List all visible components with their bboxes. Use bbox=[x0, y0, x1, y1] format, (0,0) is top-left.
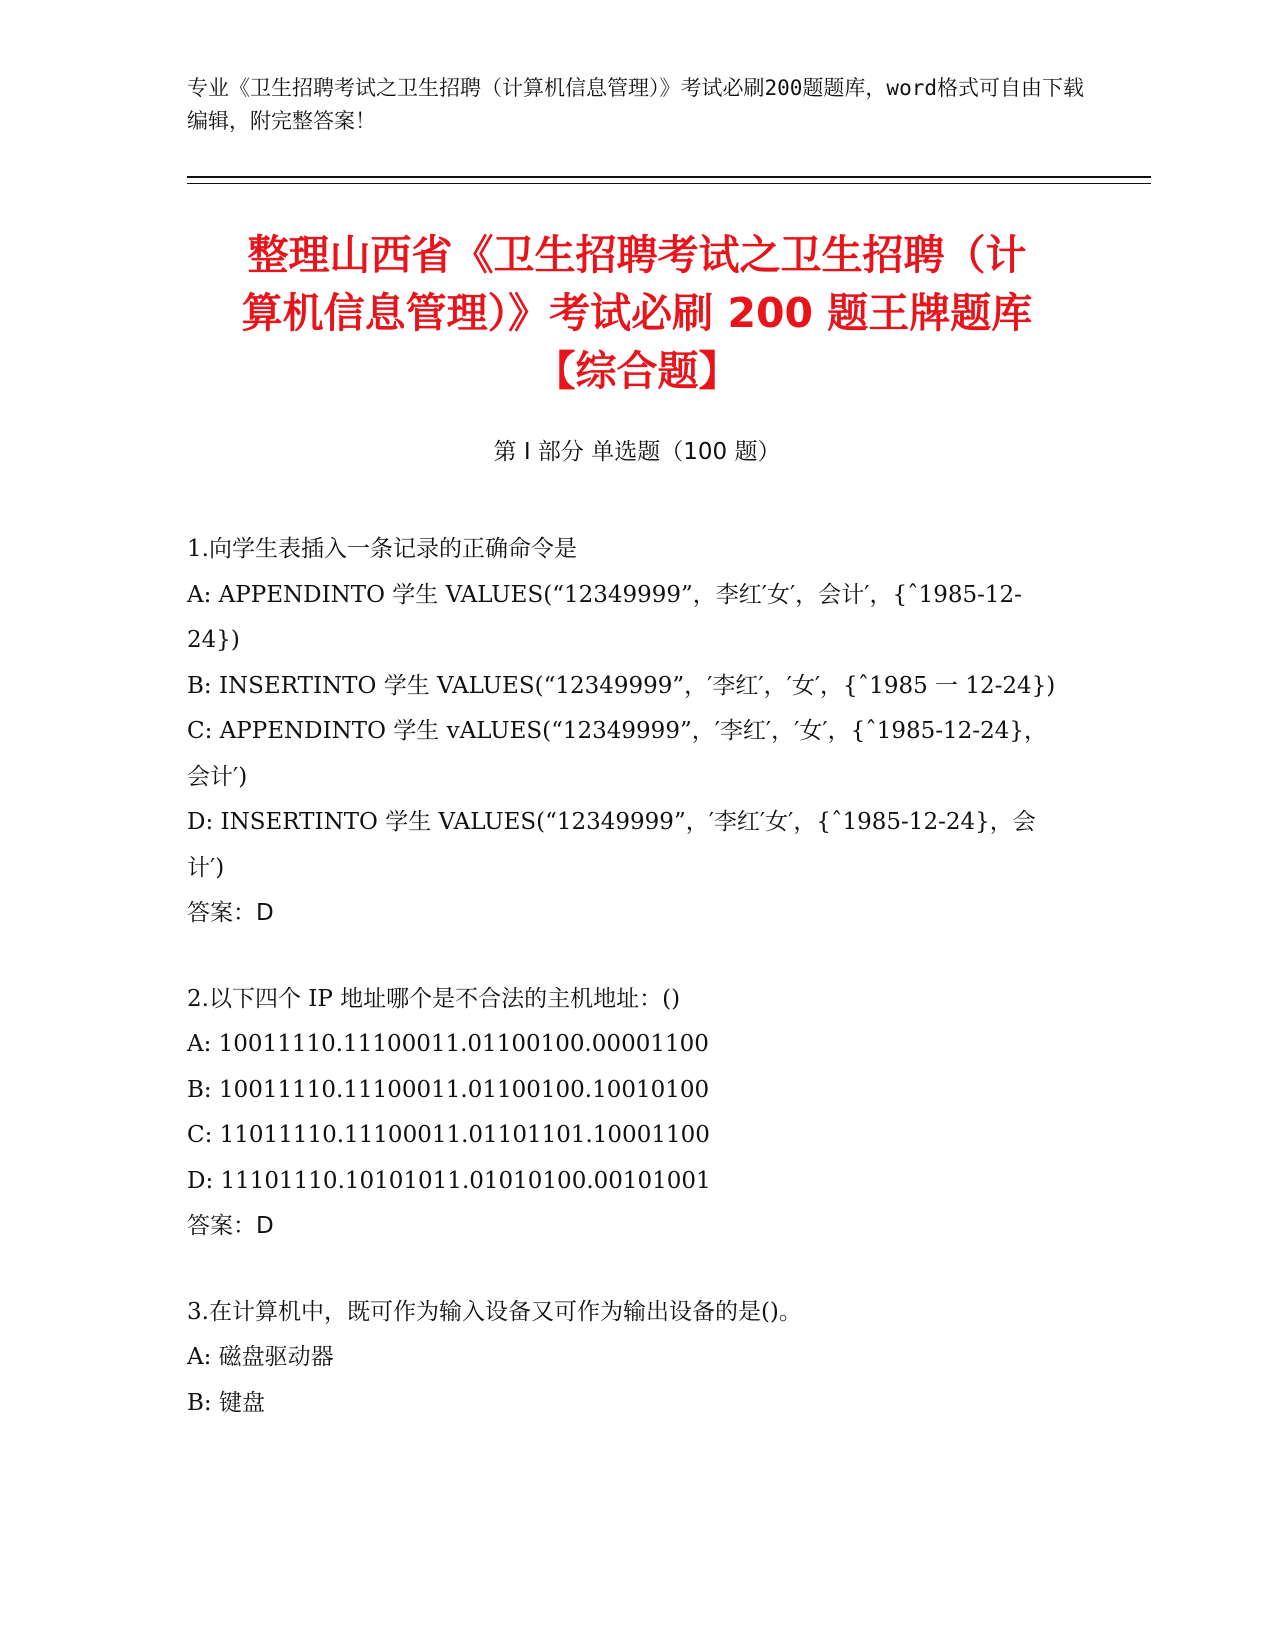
option-a: A: APPENDINTO 学生 VALUES(“12349999”，李红′女′，会计′，{ˆ1985-12-24}) bbox=[187, 581, 1022, 653]
question-stem: 1.向学生表插入一条记录的正确命令是 bbox=[187, 536, 577, 562]
option-c: C: 11011110.11100011.01101101.10001100 bbox=[187, 1122, 710, 1148]
question-list bbox=[187, 527, 1057, 1466]
question-stem: 3.在计算机中，既可作为输入设备又可作为输出设备的是()。 bbox=[187, 1298, 802, 1325]
question-2 bbox=[187, 977, 1057, 1250]
title-line-1: 整理山西省《卫生招聘考试之卫生招聘（计 bbox=[247, 231, 1027, 279]
document-title bbox=[187, 226, 1087, 400]
option-d: D: 11101110.10101011.01010100.00101001 bbox=[187, 1167, 711, 1194]
title-line-2: 算机信息管理）》考试必刷 200 题王牌题库 bbox=[241, 289, 1033, 337]
question-3 bbox=[187, 1290, 1057, 1427]
option-d: D: INSERTINTO 学生 VALUES(“12349999”，′李红′女′，{ˆ1985-12-24}，会计′) bbox=[187, 809, 1036, 881]
header-divider-thin bbox=[187, 183, 1151, 184]
question-1 bbox=[187, 527, 1057, 937]
question-stem: 2.以下四个 IP 地址哪个是不合法的主机地址：() bbox=[187, 985, 681, 1012]
header-divider bbox=[187, 176, 1151, 178]
title-line-3: 【综合题】 bbox=[534, 347, 740, 395]
option-c: C: APPENDINTO 学生 vALUES(“12349999”，′李红′，′女′，{ˆ1985-12-24}，会计′) bbox=[187, 718, 1047, 790]
option-b: B: INSERTINTO 学生 VALUES(“12349999”，′李红′，′女′，{ˆ1985 一 12-24}) bbox=[187, 672, 1056, 699]
option-a: A: 磁盘驱动器 bbox=[187, 1344, 334, 1370]
section-heading: 第 I 部分 单选题（100 题） bbox=[493, 439, 781, 465]
answer: 答案：D bbox=[187, 1213, 274, 1239]
option-a: A: 10011110.11100011.01100100.00001100 bbox=[187, 1031, 709, 1057]
option-b: B: 10011110.11100011.01100100.10010100 bbox=[187, 1076, 710, 1103]
option-b: B: 键盘 bbox=[187, 1389, 265, 1416]
answer: 答案：D bbox=[187, 900, 274, 926]
header-note: 专业《卫生招聘考试之卫生招聘（计算机信息管理）》考试必刷200题题库，word格式可自由下载编辑，附完整答案！ bbox=[187, 76, 1084, 133]
